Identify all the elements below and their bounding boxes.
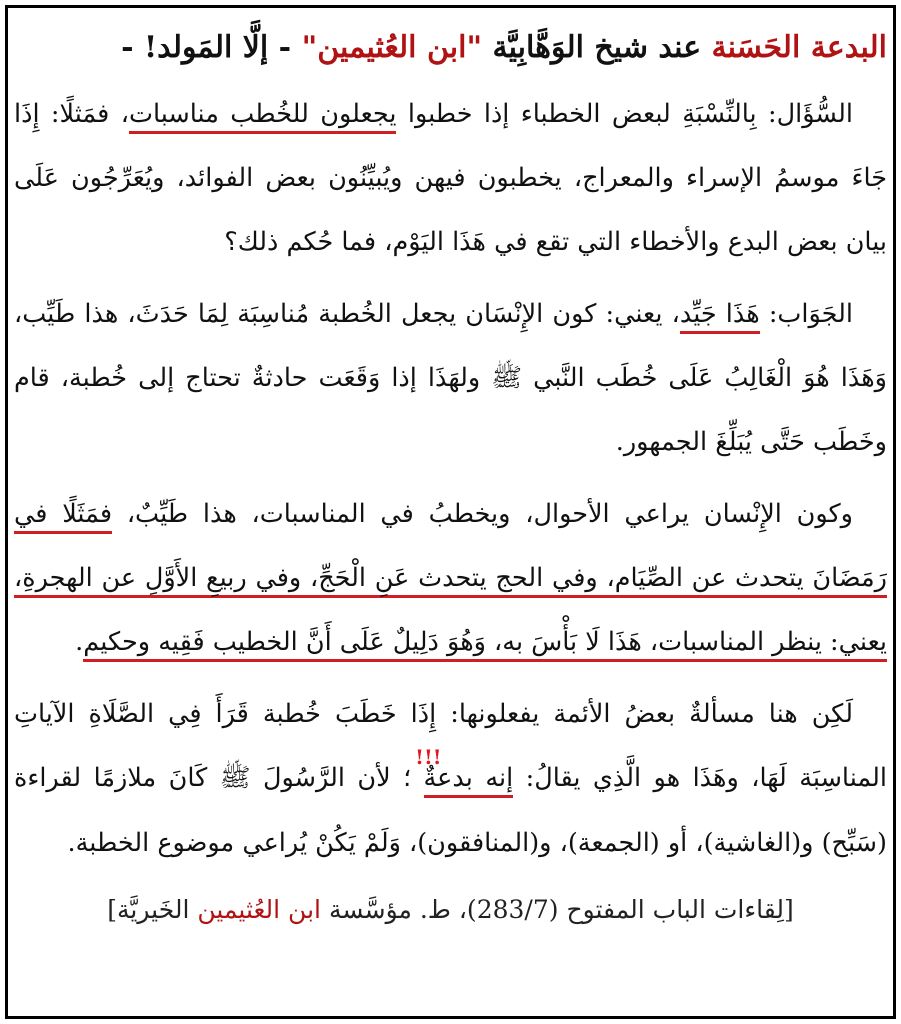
- answer3-text-start: لَكِن هنا مسألةٌ بعضُ الأئمة يفعلونها: إِذَا خَطَبَ خُطبة قَرَأَ فِي الصَّلَاةِ الآياتِ المناسِبَة لَهَا، وهَذَا هو الَّذِي يقالُ:: [14, 699, 887, 793]
- title-text: عند شيخ الوَهَّابِيَّة: [482, 30, 712, 65]
- answer2-text-start: وكون الإِنْسان يراعي الأحوال، ويخطبُ في المناسبات، هذا طَيِّبٌ،: [112, 499, 853, 529]
- source-author-name: ابن العُثيمين: [197, 895, 321, 924]
- source-text-start: [لِقاءات الباب المفتوح (283/7)، ط. مؤسَّسة: [321, 895, 794, 924]
- question-text-start: السُّؤَال: بِالنِّسْبَةِ لبعض الخطباء إذا خطبوا: [396, 99, 853, 129]
- answer2-text-end: .: [75, 627, 84, 657]
- answer-text: ، يعني: كون الإِنْسَان يجعل الخُطبة مُناسِبَة لِمَا حَدَثَ، هذا طَيِّب، وَهَذَا هُوَ الْغَالِبُ عَلَى خُطَب النَّبي ﷺ ولهَذَا إذا وَقَعَت حادثةٌ تحتاج إلى خُطبة، قام وخَطَب حَتَّى يُبَلِّغَ الجمهور.: [14, 299, 887, 457]
- title-red-phrase: البدعة الحَسَنة: [711, 30, 887, 65]
- title-author-name: "ابن العُثيمين": [301, 30, 483, 65]
- answer2-underlined: فمَثَلًا في رَمَضَانَ يتحدث عن الصِّيَام، وفي الحج يتحدث عَنِ الْحَجِّ، وفي ربيعِ الأَوَّلِ عن الهجرةِ، يعني: ينظر المناسبات، هَذَا لَا بَأْسَ به، وَهُوَ دَلِيلٌ عَلَى أَنَّ الخطيب فَقِيه وحكيم: [14, 499, 887, 662]
- document-body: [14, 22, 887, 935]
- answer-underlined: هَذَا جَيِّد: [680, 299, 760, 334]
- answer-paragraph-3: [14, 682, 887, 875]
- question-text-end: ، فمَثلًا: إِذَا جَاءَ موسمُ الإسراء والمعراج، يخطبون فيهن ويُبيِّنُون بعض الفوائد، ويُعَرِّجُون عَلَى بيان بعض البدع والأخطاء التي تقع في هَذَا اليَوْم، فما حُكم ذلك؟: [14, 99, 887, 257]
- exclamation-mark: !!!: [415, 745, 442, 769]
- answer-paragraph-1: [14, 282, 887, 474]
- answer-label: الجَوَاب:: [759, 299, 853, 329]
- source-citation: [14, 885, 887, 935]
- question-paragraph: [14, 82, 887, 274]
- answer-paragraph-2: [14, 482, 887, 674]
- page-title: [14, 22, 887, 74]
- question-underlined: يجعلون للخُطب مناسبات: [129, 99, 397, 134]
- answer3-text-end: ؛ لأن الرَّسُولَ ﷺ كَانَ ملازمًا لقراءة (سَبِّح) و(الغاشية)، أو (الجمعة)، و(المنافقون)، وَلَمْ يَكُنْ يُراعي موضوع الخطبة.: [14, 763, 887, 858]
- title-suffix: - إلَّا المَولد! -: [121, 30, 302, 65]
- bidah-underlined: إنه بدعةٌ: [424, 763, 514, 798]
- source-text-end: الخَيريَّة]: [107, 895, 198, 924]
